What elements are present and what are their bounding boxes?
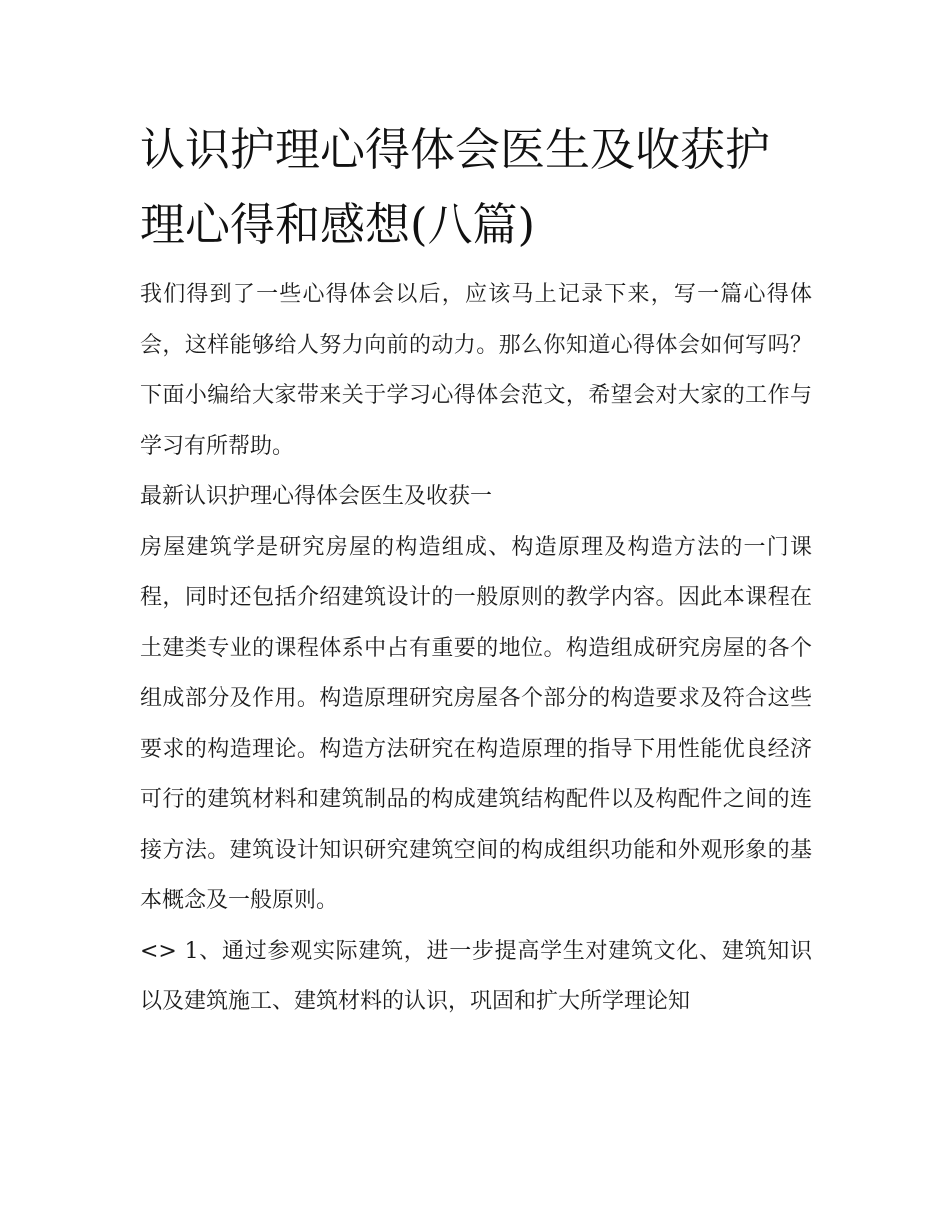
document-body: [140, 270, 812, 1028]
intro-paragraph: 我们得到了一些心得体会以后，应该马上记录下来，写一篇心得体会，这样能够给人努力向前的动力。那么你知道心得体会如何写吗？下面小编给大家带来关于学习心得体会范文，希望会对大家的工作与学习有所帮助。: [140, 282, 812, 459]
body-paragraph: 房屋建筑学是研究房屋的构造组成、构造原理及构造方法的一门课程，同时还包括介绍建筑设计的一般原则的教学内容。因此本课程在土建类专业的课程体系中占有重要的地位。构造组成研究房屋的各个组成部分及作用。构造原理研究房屋各个部分的构造要求及符合这些要求的构造理论。构造方法研究在构造原理的指导下用性能优良经济可行的建筑材料和建筑制品的构成建筑结构配件以及构配件之间的连接方法。建筑设计知识研究建筑空间的构成组织功能和外观形象的基本概念及一般原则。: [140, 534, 812, 913]
section-heading: 最新认识护理心得体会医生及收获一: [140, 484, 493, 509]
document-page: [140, 112, 812, 1028]
document-title: 认识护理心得体会医生及收获护理心得和感想(八篇): [140, 123, 771, 251]
body-paragraph: <> 1、通过参观实际建筑，进一步提高学生对建筑文化、建筑知识以及建筑施工、建筑材料的认识，巩固和扩大所学理论知: [140, 938, 812, 1014]
